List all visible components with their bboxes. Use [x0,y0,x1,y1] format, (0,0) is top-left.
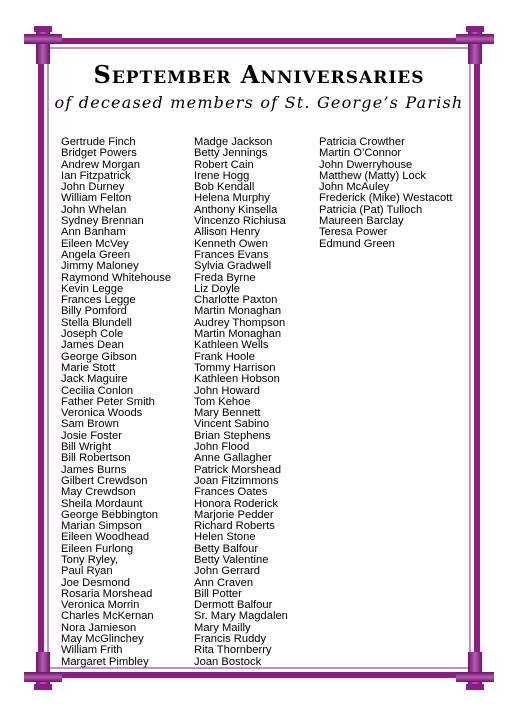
name-entry: Martin Monaghan [194,305,282,318]
name-entry: Gertrude Finch [61,136,136,148]
name-entry: Marian Simpson [61,520,142,533]
name-entry: Marie Stott [61,361,116,374]
name-entry: Joan Fitzimmons [194,474,279,487]
name-entry: Bob Kendall [194,181,255,194]
name-entry: Marjorie Pedder [194,508,274,521]
name-entry: Andrew Morgan [61,158,140,171]
name-entry: Nora Jamieson [61,621,137,634]
name-entry: Frank Hoole [194,350,255,363]
name-entry: Margaret Pimbley [61,655,149,668]
name-entry: Anthony Kinsella [194,203,278,216]
name-entry: Sheila Mordaunt [61,497,143,510]
name-entry: Gilbert Crewdson [61,474,148,487]
name-entry: John Dwerryhouse [319,158,413,171]
name-entry: George Bebbington [61,508,159,521]
name-entry: Audrey Thompson [194,316,286,329]
page-title: September Anniversaries [93,60,425,89]
name-entry: Ann Craven [194,576,254,589]
name-entry: Billy Pomford [61,305,127,318]
name-entry: Jimmy Maloney [61,260,139,273]
name-entry: Josie Foster [61,429,122,442]
page-subtitle: of deceased members of St. George’s Parish [54,93,464,112]
name-entry: Tommy Harrison [194,361,276,374]
name-entry: Joan Bostock [194,655,262,668]
name-entry: John Howard [194,384,260,397]
name-entry: Frederick (Mike) Westacott [319,192,453,205]
name-entry: Betty Valentine [194,553,269,566]
name-entry: Honora Roderick [194,497,278,510]
name-entry: Robert Cain [194,158,254,171]
name-entry: John Flood [194,441,250,454]
name-entry: Frances Legge [61,294,136,307]
name-entry: Tony Ryley, [61,553,118,566]
name-entry: Eileen Woodhead [61,531,150,544]
name-entry: Cecilia Conlon [61,384,134,397]
name-entry: Mary Mailly [194,621,251,634]
name-entry: William Felton [61,192,132,205]
name-entry: Bill Potter [194,587,242,600]
name-entry: Patricia (Pat) Tulloch [319,203,423,216]
name-entry: Bill Wright [61,441,112,454]
border-corner-ornament [24,34,62,44]
name-entry: Maureen Barclay [319,215,404,228]
name-entry: Dermott Balfour [194,599,273,612]
name-entry: Madge Jackson [194,136,273,148]
name-entry: Mary Bennett [194,407,261,420]
name-entry: Raymond Whitehouse [61,271,172,284]
name-entry: Father Peter Smith [61,395,155,408]
name-entry: Sam Brown [61,418,119,431]
name-entry: Liz Doyle [194,282,241,295]
border-corner-ornament [468,652,482,690]
name-entry: Betty Jennings [194,147,268,160]
name-entry: Sylvia Gradwell [194,260,272,273]
border-corner-ornament [36,652,50,690]
name-entry: Angela Green [61,248,131,261]
name-entry: Allison Henry [194,226,260,239]
name-entry: Kevin Legge [61,282,124,295]
name-entry: Joseph Cole [61,328,124,341]
names-column-1 [61,137,171,668]
name-entry: Jack Maguire [61,373,128,386]
name-entry: Ann Banham [61,226,126,239]
name-entry: Patrick Morshead [194,463,282,476]
name-entry: Rita Thornberry [194,644,272,657]
border-corner-ornament [36,26,50,64]
name-entry: Tom Kehoe [194,395,251,408]
name-entry: Sr. Mary Magdalen [194,610,288,623]
name-entry: Kathleen Wells [194,339,269,352]
name-entry: Paul Ryan [61,565,113,578]
name-entry: Teresa Power [319,226,388,239]
name-entry: Kathleen Hobson [194,373,280,386]
name-entry: Vincent Sabino [194,418,270,431]
name-entry: Matthew (Matty) Lock [319,169,426,182]
name-entry: John Durney [61,181,125,194]
name-entry: Eileen Furlong [61,542,134,555]
name-entry: May McGlinchey [61,633,144,646]
names-column-3 [319,137,452,250]
border-corner-ornament [456,34,494,44]
name-entry: Veronica Morrin [61,599,140,612]
name-entry: Charlotte Paxton [194,294,278,307]
name-entry: Frances Oates [194,486,268,499]
name-entry: Joe Desmond [61,576,131,589]
name-entry: Bill Robertson [61,452,131,465]
name-entry: Martin O’Connor [319,147,402,160]
name-entry: Irene Hogg [194,169,250,182]
name-entry: Stella Blundell [61,316,132,329]
name-entry: Anne Gallagher [194,452,272,465]
name-entry: May Crewdson [61,486,136,499]
name-entry: Helen Stone [194,531,256,544]
name-entry: Betty Balfour [194,542,259,555]
border-corner-ornament [456,672,494,682]
name-entry: Vincenzo Richiusa [194,215,286,228]
name-entry: Kenneth Owen [194,237,269,250]
border-corner-ornament [24,672,62,682]
name-entry: Frances Evans [194,248,269,261]
name-entry: Brian Stephens [194,429,271,442]
name-entry: Richard Roberts [194,520,275,533]
name-entry: Veronica Woods [61,407,143,420]
name-entry: Charles McKernan [61,610,154,623]
name-entry: Ian Fitzpatrick [61,169,131,182]
name-entry: James Dean [61,339,124,352]
name-entry: Rosaria Morshead [61,587,153,600]
name-entry: Patricia Crowther [319,136,405,148]
name-entry: Helena Murphy [194,192,270,205]
name-entry: Sydney Brennan [61,215,144,228]
name-entry: James Burns [61,463,127,476]
names-column-2 [194,137,288,668]
name-entry: John McAuley [319,181,390,194]
name-entry: John Gerrard [194,565,260,578]
border-corner-ornament [468,26,482,64]
name-entry: Edmund Green [319,237,395,250]
name-entry: Eileen McVey [61,237,129,250]
name-entry: John Whelan [61,203,127,216]
name-entry: Martin Monaghan [194,328,282,341]
name-entry: William Frith [61,644,123,657]
name-entry: George Gibson [61,350,137,363]
name-entry: Bridget Powers [61,147,137,160]
name-entry: Freda Byrne [194,271,256,284]
name-entry: Francis Ruddy [194,633,267,646]
